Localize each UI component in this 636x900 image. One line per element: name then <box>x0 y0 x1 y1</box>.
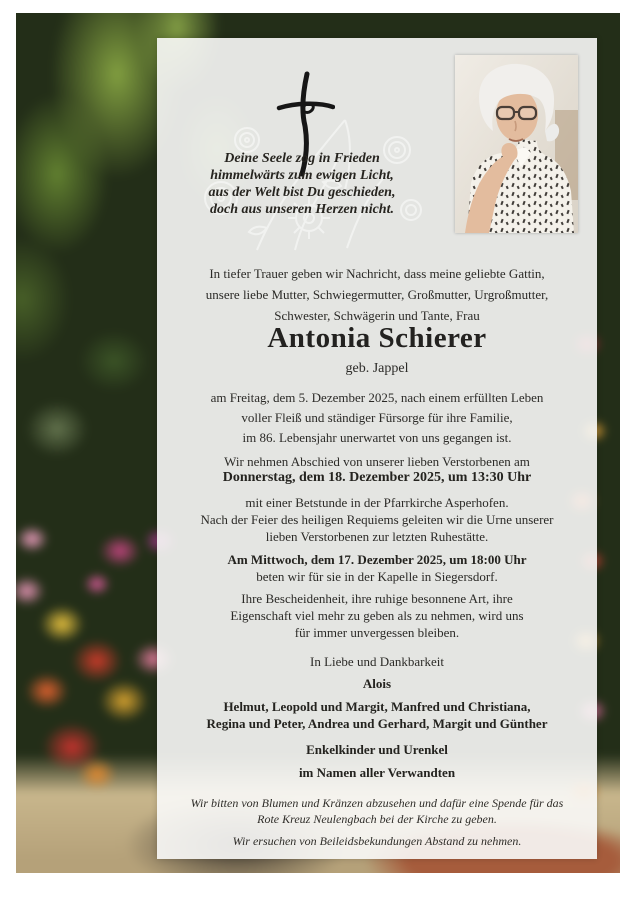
passing-line: am Freitag, dem 5. Dezember 2025, nach einem erfüllten Leben <box>210 390 544 405</box>
funeral-detail-line: Nach der Feier des heiligen Requiems geleiten wir die Urne unserer <box>200 512 554 527</box>
announcement-line: Schwester, Schwägerin und Tante, Frau <box>274 308 480 323</box>
birth-name: geb. Jappel <box>345 361 409 376</box>
passing-text <box>157 388 597 448</box>
funeral-details <box>157 494 597 545</box>
relatives-text: im Namen aller Verwandten <box>298 765 456 780</box>
donation-line: Rote Kreuz Neulengbach bei der Kirche zu geben. <box>257 811 497 826</box>
tribute-line: Eigenschaft viel mehr zu geben als zu nehmen, wird uns <box>230 608 524 623</box>
passing-line: voller Fleiß und ständiger Fürsorge für ihre Familie, <box>241 410 513 425</box>
tribute-line: Ihre Bescheidenheit, ihre ruhige besonnene Art, ihre <box>241 591 513 606</box>
grandchildren-text: Enkelkinder und Urenkel <box>306 742 448 757</box>
portrait-photo <box>455 55 578 233</box>
announcement-line: unsere liebe Mutter, Schwiegermutter, Großmutter, Urgroßmutter, <box>205 287 549 302</box>
funeral-datetime: Donnerstag, dem 18. Dezember 2025, um 13:30 Uhr <box>222 470 532 485</box>
donation-line: Wir bitten von Blumen und Kränzen abzusehen und dafür eine Spende für das <box>190 796 564 810</box>
announcement-line: In tiefer Trauer geben wir Nachricht, dass meine geliebte Gattin, <box>209 266 545 281</box>
garden-photo-background <box>16 13 620 873</box>
prayer-datetime: Am Mittwoch, dem 17. Dezember 2025, um 18:00 Uhr <box>227 552 527 567</box>
farewell-intro: Wir nehmen Abschied von unserer lieben Verstorbenen am <box>224 454 530 469</box>
spouse-name: Alois <box>362 676 392 691</box>
announcement-panel <box>157 38 597 859</box>
children-line: Regina und Peter, Andrea und Gerhard, Margit und Günther <box>206 716 548 731</box>
condolence-note: Wir ersuchen von Beileidsbekundungen Abstand zu nehmen. <box>232 834 522 848</box>
poem-line: aus der Welt bist Du geschieden, <box>208 185 396 200</box>
announcement-text <box>157 263 597 326</box>
funeral-detail-line: mit einer Betstunde in der Pfarrkirche Asperhofen. <box>245 495 509 510</box>
prayer-service <box>157 551 597 585</box>
donation-note <box>157 796 597 827</box>
poem-line: Deine Seele zog in Frieden <box>224 151 380 166</box>
funeral-detail-line: lieben Verstorbenen zur letzten Ruhestätte. <box>265 529 489 544</box>
gratitude-text: In Liebe und Dankbarkeit <box>310 654 444 669</box>
poem-line: himmelwärts zum ewigen Licht, <box>210 168 394 183</box>
tribute-text <box>157 590 597 641</box>
memorial-poem <box>157 150 447 218</box>
children-names <box>157 698 597 732</box>
children-line: Helmut, Leopold und Margit, Manfred und Christiana, <box>223 699 531 714</box>
poem-line: doch aus unseren Herzen nicht. <box>210 202 394 217</box>
prayer-location: beten wir für sie in der Kapelle in Siegersdorf. <box>256 569 498 584</box>
deceased-name: Antonia Schierer <box>267 322 487 354</box>
passing-line: im 86. Lebensjahr unerwartet von uns gegangen ist. <box>242 430 512 445</box>
tribute-line: für immer unvergessen bleiben. <box>294 625 460 640</box>
